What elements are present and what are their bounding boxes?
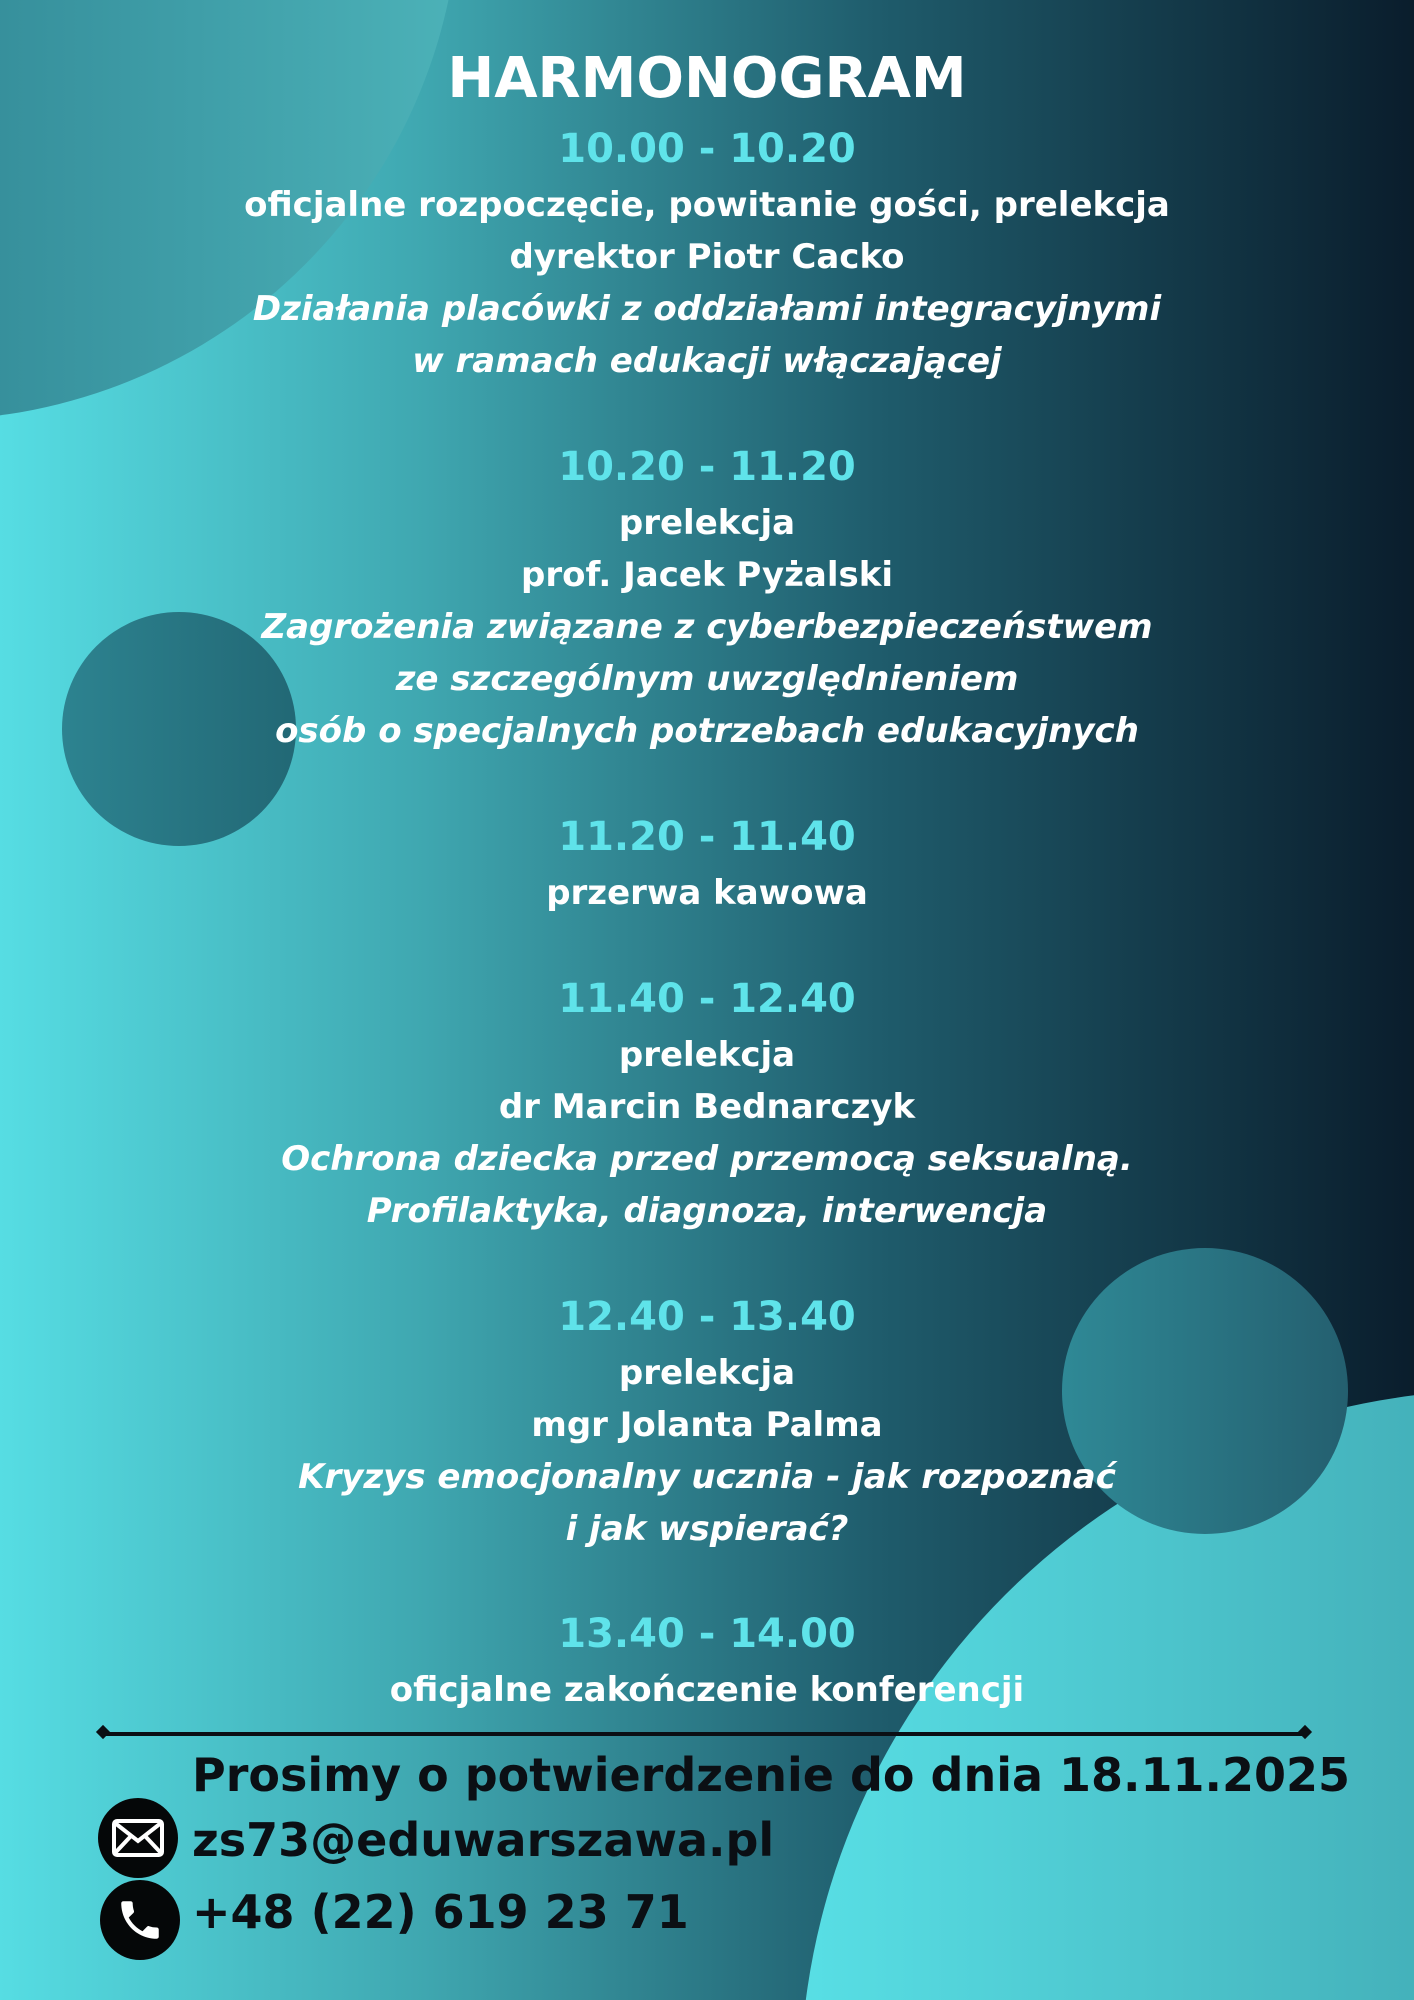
phone-icon [100,1880,180,1960]
schedule-line: przerwa kawowa [546,873,868,913]
talk-title-line: Kryzys emocjonalny ucznia - jak rozpoznać [298,1457,1116,1497]
talk-title-line: Działania placówki z oddziałami integracyjnymi [252,289,1162,329]
schedule-time: 10.00 - 10.20 [558,126,856,172]
talk-title-line: w ramach edukacji włączającej [412,341,1002,381]
speaker-name: dyrektor Piotr Cacko [509,237,905,277]
email-link[interactable]: zs73@eduwarszawa.pl [192,1813,775,1867]
rsvp-deadline-text: Prosimy o potwierdzenie do dnia 18.11.2025 [192,1748,1351,1802]
schedule-item-2 [0,443,1414,757]
schedule-time: 13.40 - 14.00 [558,1611,856,1657]
talk-title-line: i jak wspierać? [565,1509,849,1549]
schedule-item-3 [0,813,1414,919]
talk-title-line: Profilaktyka, diagnoza, interwencja [366,1191,1048,1231]
phone-link[interactable]: +48 (22) 619 23 71 [192,1885,689,1939]
schedule-time: 11.20 - 11.40 [558,814,856,860]
schedule-item-6 [0,1610,1414,1716]
schedule-line: prelekcja [618,503,796,543]
talk-title-line: osób o specjalnych potrzebach edukacyjnych [275,711,1139,751]
schedule-item-4 [0,975,1414,1237]
talk-title-line: Zagrożenia związane z cyberbezpieczeństwem [261,607,1153,647]
schedule-line: prelekcja [618,1035,796,1075]
schedule-time: 11.40 - 12.40 [558,976,856,1022]
speaker-name: dr Marcin Bednarczyk [498,1087,916,1127]
schedule-time: 10.20 - 11.20 [558,444,856,490]
schedule-item-1 [0,125,1414,387]
footer-divider [104,1732,1304,1736]
talk-title-line: Ochrona dziecka przed przemocą seksualną. [281,1139,1133,1179]
schedule-item-5 [0,1293,1414,1555]
talk-title-line: ze szczególnym uwzględnieniem [395,659,1019,699]
schedule-line: prelekcja [618,1353,796,1393]
envelope-icon [98,1798,178,1878]
schedule-line: oficjalne rozpoczęcie, powitanie gości, prelekcja [244,185,1170,225]
schedule-time: 12.40 - 13.40 [558,1294,856,1340]
schedule-line: oficjalne zakończenie konferencji [389,1670,1025,1710]
poster-title: HARMONOGRAM [447,46,967,111]
speaker-name: mgr Jolanta Palma [531,1405,883,1445]
speaker-name: prof. Jacek Pyżalski [520,555,893,595]
